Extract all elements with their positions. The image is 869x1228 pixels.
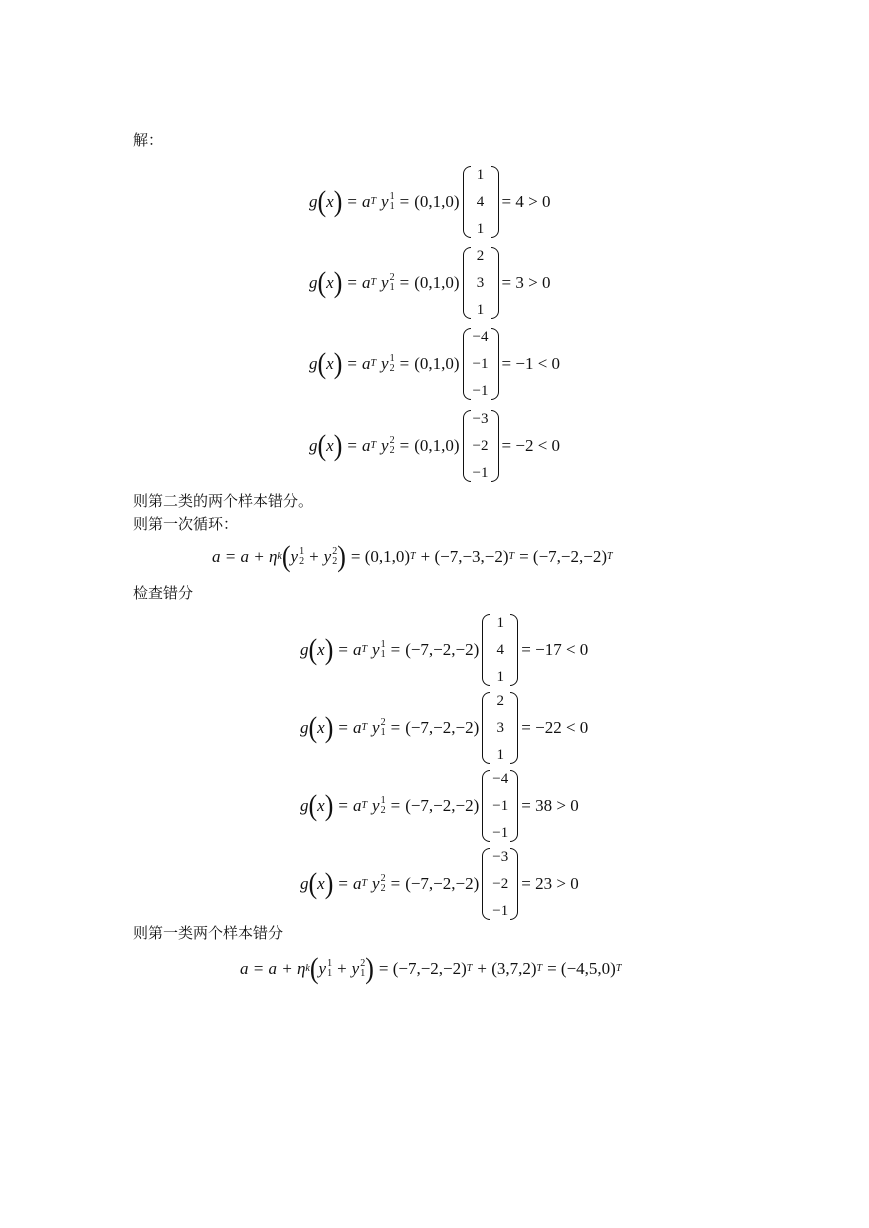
row-vector: (−7,−2,−2) — [405, 874, 480, 893]
check-misclassification-label: 检查错分 — [133, 586, 194, 602]
g-equation: g ( x ) = a T y 1 2 = (−7,−2,−2) −4 −1 −1 = 38 > 0 — [300, 771, 579, 841]
result: = −1 < 0 — [501, 354, 561, 373]
column-vector: 1 4 1 — [463, 166, 499, 238]
column-vector: −3 −2 −1 — [482, 848, 518, 920]
result: = 4 > 0 — [501, 192, 551, 211]
result: = −2 < 0 — [501, 436, 561, 455]
row-vector: (−7,−2,−2) — [405, 796, 480, 815]
column-vector: 2 3 1 — [482, 692, 518, 764]
g-equation: g ( x ) = a T y 2 2 = (−7,−2,−2) −3 −2 −1 = 23 > 0 — [300, 849, 579, 919]
note-class1-misclassified: 则第一类两个样本错分 — [133, 926, 284, 942]
row-vector: (−7,−2,−2) — [405, 640, 480, 659]
column-vector: 1 4 1 — [482, 614, 518, 686]
g-equation: g ( x ) = a T y 2 2 = (0,1,0) −3 −2 −1 = −2 < 0 — [309, 411, 561, 481]
g-equation: g ( x ) = a T y 1 1 = (0,1,0) 1 4 1 = 4 > 0 — [309, 167, 551, 237]
g-equation: g ( x ) = a T y 2 1 = (−7,−2,−2) 2 3 1 = −22 < 0 — [300, 693, 589, 763]
solution-label: 解： — [133, 133, 164, 149]
g-equation: g ( x ) = a T y 2 1 = (0,1,0) 2 3 1 = 3 > 0 — [309, 248, 551, 318]
row-vector: (0,1,0) — [414, 354, 460, 373]
row-vector: (−7,−2,−2) — [405, 718, 480, 737]
update-equation-1: a = a + η k ( y 1 2 + y 2 2 ) = (0,1,0) T + (−7,−3,−2) T = (−7,−2,−2) T — [212, 539, 613, 574]
row-vector: (0,1,0) — [414, 436, 460, 455]
column-vector: 2 3 1 — [463, 247, 499, 319]
result: = −22 < 0 — [521, 718, 589, 737]
result: = −17 < 0 — [521, 640, 589, 659]
column-vector: −3 −2 −1 — [463, 410, 499, 482]
row-vector: (0,1,0) — [414, 273, 460, 292]
update-equation-2: a = a + η k ( y 1 1 + y 2 1 ) = (−7,−2,−2) T + (3,7,2) T = (−4,5,0) T — [240, 951, 622, 986]
g-equation: g ( x ) = a T y 1 1 = (−7,−2,−2) 1 4 1 = −17 < 0 — [300, 615, 589, 685]
column-vector: −4 −1 −1 — [463, 328, 499, 400]
row-vector: (0,1,0) — [414, 192, 460, 211]
result: = 3 > 0 — [501, 273, 551, 292]
g-equation: g ( x ) = a T y 1 2 = (0,1,0) −4 −1 −1 = −1 < 0 — [309, 329, 561, 399]
column-vector: −4 −1 −1 — [482, 770, 518, 842]
note-class2-misclassified: 则第二类的两个样本错分。 — [133, 494, 314, 510]
result: = 38 > 0 — [521, 796, 579, 815]
first-loop-label: 则第一次循环： — [133, 517, 239, 533]
result: = 23 > 0 — [521, 874, 579, 893]
